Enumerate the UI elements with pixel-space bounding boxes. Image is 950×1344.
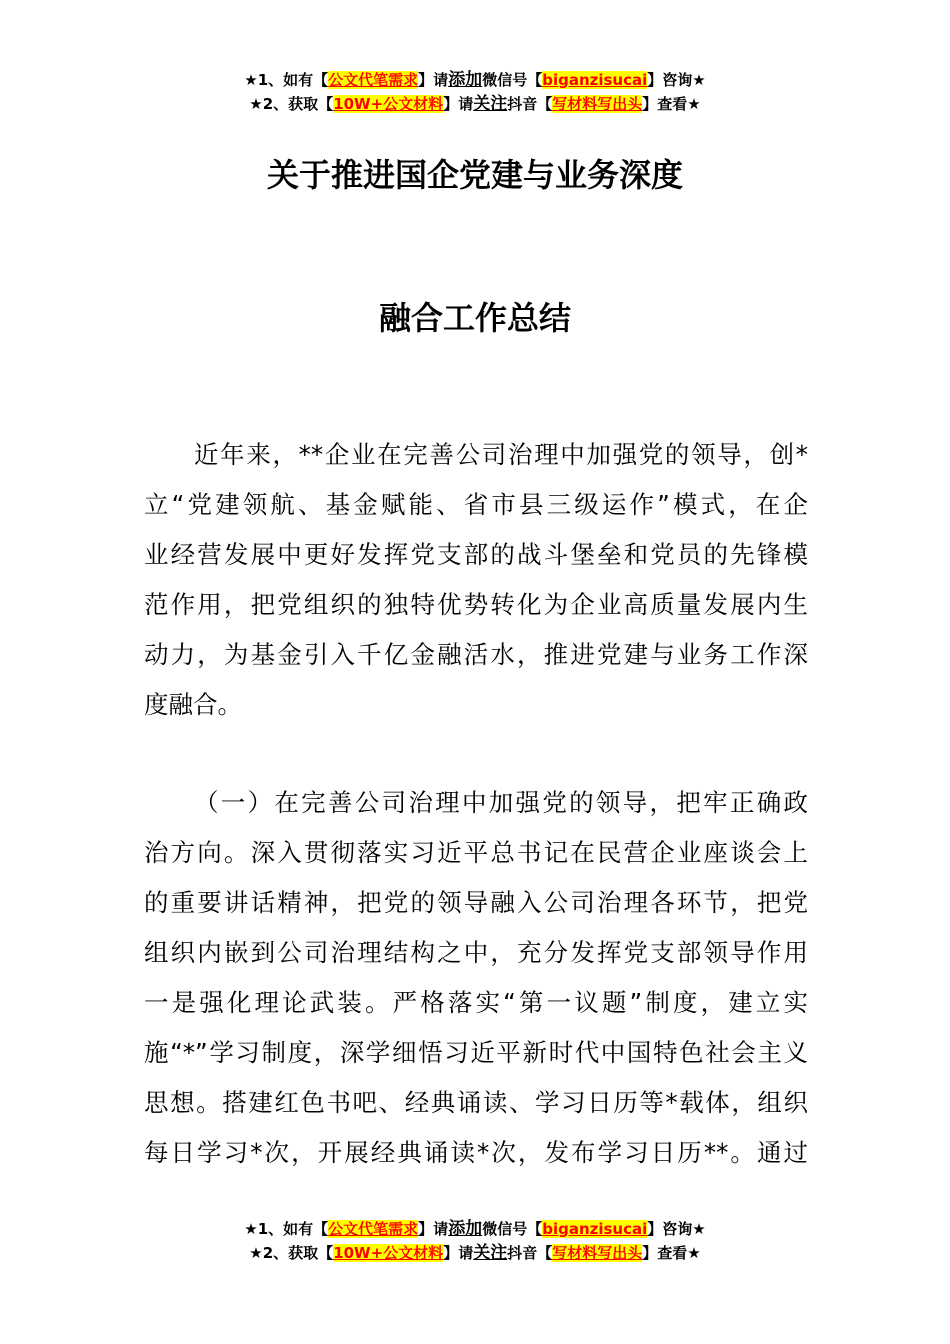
paragraph-line: 立“党建领航、基金赋能、省市县三级运作”模式，在企: [144, 490, 808, 519]
underlined-text: 添加: [448, 70, 483, 90]
banner-text: ★1、如有【: [244, 1220, 329, 1238]
banner-text: 微信号【: [482, 71, 543, 89]
highlighted-text: 公文代笔需求: [328, 71, 419, 89]
banner-text: 】查看★: [642, 95, 701, 113]
paragraph-line: 每日学习*次，开展经典诵读*次，发布学习日历**。通过: [144, 1138, 808, 1167]
document-title-line-2: 融合工作总结: [378, 299, 571, 337]
paragraph-line: 业经营发展中更好发挥党支部的战斗堡垒和党员的先锋模: [144, 540, 808, 569]
paragraph-line: 动力，为基金引入千亿金融活水，推进党建与业务工作深: [144, 640, 808, 669]
highlighted-text: 公文代笔需求: [328, 1220, 419, 1238]
banner-text: 】请: [443, 95, 474, 113]
underlined-text: 添加: [448, 1219, 483, 1239]
paragraph-line: （一）在完善公司治理中加强党的领导，把牢正确政: [194, 788, 808, 817]
document-title-line-1: 关于推进国企党建与业务深度: [266, 156, 683, 194]
banner-line-1: [0, 68, 950, 92]
paragraph-line: 的重要讲话精神，把党的领导融入公司治理各环节，把党: [144, 888, 808, 917]
banner-text: 】咨询★: [647, 71, 706, 89]
paragraph-line: 治方向。深入贯彻落实习近平总书记在民营企业座谈会上: [144, 838, 808, 867]
paragraph-intro: [144, 430, 808, 730]
highlighted-text: biganzisucai: [542, 71, 648, 89]
banner-text: 】请: [418, 71, 449, 89]
banner-text: 抖音【: [507, 95, 553, 113]
paragraph-line: 近年来，**企业在完善公司治理中加强党的领导，创*: [194, 440, 808, 469]
banner-text: ★2、获取【: [249, 95, 334, 113]
banner-line-2: [0, 92, 950, 116]
paragraph-line: 施“*”学习制度，深学细悟习近平新时代中国特色社会主义: [144, 1038, 808, 1067]
banner-text: 】咨询★: [647, 1220, 706, 1238]
top-banner: [0, 68, 950, 116]
paragraph-line: 思想。搭建红色书吧、经典诵读、学习日历等*载体，组织: [144, 1088, 808, 1117]
paragraph-line: 度融合。: [144, 690, 242, 719]
banner-text: 】请: [443, 1244, 474, 1262]
highlighted-text: 写材料写出头: [552, 1244, 643, 1262]
banner-line-1: [0, 1217, 950, 1241]
paragraph-line: 组织内嵌到公司治理结构之中，充分发挥党支部领导作用: [144, 938, 808, 967]
banner-text: ★2、获取【: [249, 1244, 334, 1262]
highlighted-text: 10W+公文材料: [333, 1244, 444, 1262]
paragraph-line: 范作用，把党组织的独特优势转化为企业高质量发展内生: [144, 590, 808, 619]
underlined-text: 关注: [473, 94, 508, 114]
banner-text: ★1、如有【: [244, 71, 329, 89]
paragraph-line: 一是强化理论武装。严格落实“第一议题”制度，建立实: [144, 988, 808, 1017]
banner-text: 】查看★: [642, 1244, 701, 1262]
underlined-text: 关注: [473, 1243, 508, 1263]
bottom-banner: [0, 1217, 950, 1265]
highlighted-text: biganzisucai: [542, 1220, 648, 1238]
highlighted-text: 10W+公文材料: [333, 95, 444, 113]
banner-text: 微信号【: [482, 1220, 543, 1238]
banner-text: 抖音【: [507, 1244, 553, 1262]
paragraph-section-1: [144, 778, 808, 1178]
highlighted-text: 写材料写出头: [552, 95, 643, 113]
banner-text: 】请: [418, 1220, 449, 1238]
banner-line-2: [0, 1241, 950, 1265]
